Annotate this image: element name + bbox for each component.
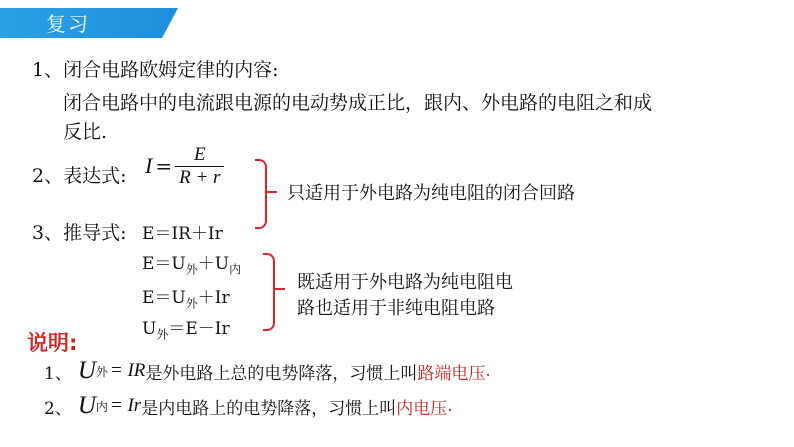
- bracket-1-notch: [267, 191, 277, 193]
- item2-label: 2、表达式:: [32, 165, 127, 187]
- explain-2-u-sub: 内: [95, 399, 108, 414]
- banner-title: 复习: [46, 12, 90, 36]
- explain-1-number: 1、: [44, 363, 72, 384]
- item1-line2: 反比.: [63, 121, 108, 143]
- f1-part-a: E＝U: [142, 254, 186, 274]
- item1-label: 1、闭合电路欧姆定律的内容:: [32, 59, 279, 81]
- formula-lhs: I: [145, 153, 153, 178]
- fraction-numerator: E: [193, 143, 206, 165]
- explain-1-end: .: [485, 361, 491, 381]
- fraction-denominator: R + r: [179, 166, 221, 188]
- bracket-2: [263, 253, 275, 331]
- f2-part-b: ＋Ir: [197, 288, 230, 308]
- ohm-formula: [145, 139, 224, 193]
- bracket1-note: 只适用于外电路为纯电阻的闭合回路: [287, 183, 575, 204]
- explain-2-term: 内电压: [396, 398, 448, 419]
- formula-emf-sum: [142, 249, 241, 277]
- explain-2-end: .: [447, 396, 453, 416]
- formula-fraction: [175, 144, 224, 189]
- f2-sub-outer: 外: [185, 296, 198, 311]
- item3-label: 3、推导式:: [32, 222, 127, 244]
- explain-1-equation: = IR: [109, 360, 146, 381]
- item1-line1: 闭合电路中的电流跟电源的电动势成正比，跟内、外电路的电阻之和成: [63, 92, 653, 114]
- f1-sub-outer: 外: [185, 262, 198, 277]
- explain-2-u: U: [77, 392, 96, 419]
- explain-1-text: 是外电路上总的电势降落，习惯上叫: [145, 363, 418, 384]
- explain-2-equation: = Ir: [109, 395, 142, 416]
- bracket-1: [255, 159, 267, 229]
- explain-row-2: [44, 390, 453, 422]
- f1-part-b: ＋U: [197, 254, 230, 274]
- formula-emf-ir: [142, 283, 230, 311]
- f3-part-a: U: [142, 319, 157, 339]
- item3-formula: E＝IR＋Ir: [142, 224, 223, 244]
- explain-1-u: U: [77, 357, 96, 384]
- f2-part-a: E＝U: [142, 288, 186, 308]
- explain-1-term: 路端电压: [417, 363, 486, 384]
- bracket2-note-line2: 路也适用于非纯电阻电路: [297, 298, 495, 319]
- explain-2-number: 2、: [44, 398, 72, 419]
- bracket2-note-line1: 既适用于外电路为纯电阻电: [297, 272, 513, 293]
- explain-row-1: [44, 355, 491, 387]
- bracket-2-notch: [275, 288, 285, 290]
- explain-2-text: 是内电路上的电势降落，习惯上叫: [141, 398, 397, 419]
- formula-terminal: [142, 314, 230, 342]
- explain-1-u-sub: 外: [95, 364, 108, 379]
- formula-equals: =: [155, 154, 173, 178]
- f3-sub-outer: 外: [156, 327, 169, 342]
- f1-sub-inner: 内: [229, 262, 242, 277]
- f3-part-b: ＝E－Ir: [168, 319, 230, 339]
- explain-title: 说明:: [27, 331, 78, 355]
